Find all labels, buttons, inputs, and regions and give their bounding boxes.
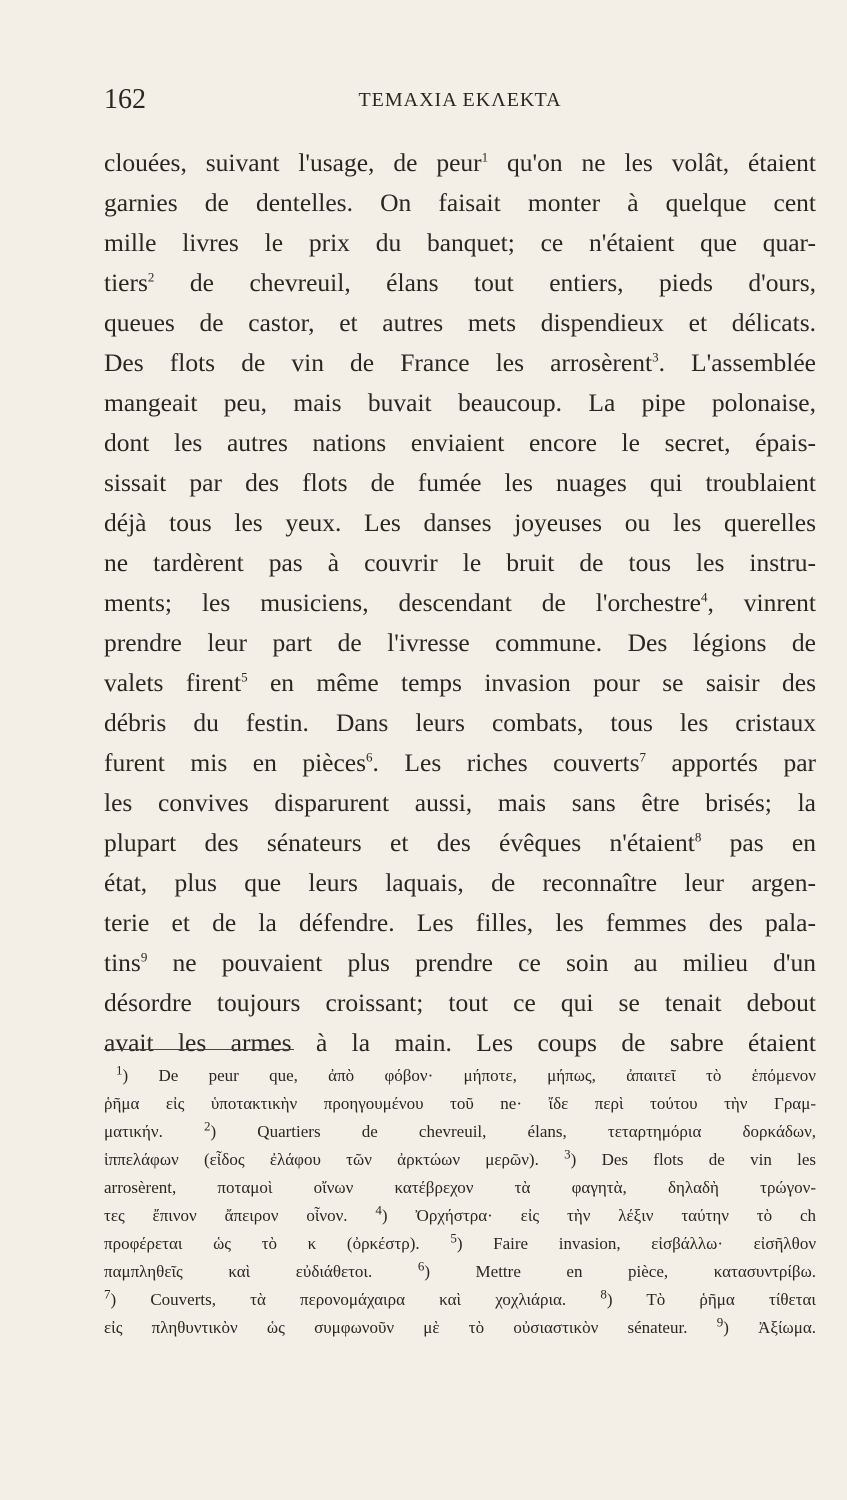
footnote-line — [104, 1146, 816, 1174]
footnote-marker: 4 — [375, 1202, 382, 1218]
footnote-marker: 9 — [716, 1314, 724, 1330]
page-number: 162 — [104, 84, 146, 115]
text-run: ) Des flots de vin les — [570, 1150, 816, 1169]
body-line — [104, 1023, 816, 1063]
footnote-line — [104, 1090, 816, 1118]
text-run: terie et de la défendre. Les filles, les femmes des pala- — [104, 908, 816, 937]
text-run: ῥῆμα εἰς ὑποτακτικὴν προηγουμένου τοῦ ne· ἴδε περὶ τούτου τὴν Γραμ- — [104, 1094, 816, 1113]
footnote-marker: 7 — [639, 749, 647, 765]
footnote-marker: 6 — [366, 749, 373, 765]
text-run: ) Ἀξίωμα. — [723, 1318, 816, 1337]
text-run: προφέρεται ὡς τὸ κ (ὀρκέστρ). — [104, 1234, 451, 1253]
body-line — [104, 823, 816, 863]
footnote-marker: 8 — [600, 1286, 607, 1302]
text-run: εἰς πληθυντικὸν ὡς συμφωνοῦν μὲ τὸ οὐσιαστικὸν sénateur. — [104, 1318, 717, 1337]
text-run: furent mis en pièces — [104, 748, 367, 777]
text-run: ) Faire invasion, εἰσβάλλω· εἰσῆλθον — [456, 1234, 817, 1253]
body-line — [104, 783, 816, 823]
footnote-marker: 9 — [140, 949, 148, 965]
text-run: ne tardèrent pas à couvrir le bruit de tous les instru- — [104, 548, 816, 577]
text-run: τες ἔπινον ἄπειρον οἶνον. — [104, 1206, 376, 1225]
text-run: pas en — [701, 828, 816, 857]
text-run: sissait par des flots de fumée les nuages qui troublaient — [104, 468, 816, 497]
body-line — [104, 263, 816, 303]
text-run: ματικήν. — [104, 1122, 204, 1141]
footnote-marker: 5 — [450, 1230, 457, 1246]
text-run: prendre leur part de l'ivresse commune. Des légions de — [104, 628, 816, 657]
page-header — [104, 82, 816, 118]
body-line — [104, 343, 816, 383]
body-line — [104, 223, 816, 263]
footnote-marker: 5 — [241, 669, 248, 685]
body-line — [104, 703, 816, 743]
text-run: ) Couverts, τὰ περονομάχαιρα καὶ χοχλιάρια. — [110, 1290, 601, 1309]
body-line — [104, 663, 816, 703]
text-run: παμπληθεῖς καὶ εὐδιάθετοι. — [104, 1262, 418, 1281]
body-line — [104, 943, 816, 983]
body-line — [104, 903, 816, 943]
footnote-line — [104, 1286, 816, 1314]
text-run: plupart des sénateurs et des évêques n'étaient — [104, 828, 695, 857]
text-run: ἱππελάφων (εἶδος ἐλάφου τῶν ἀρκτώων μερῶν). — [104, 1150, 565, 1169]
body-text — [104, 143, 816, 1063]
text-run: ) Ὀρχήστρα· εἰς τὴν λέξιν ταύτην τὸ ch — [381, 1206, 816, 1225]
footnote-line — [104, 1202, 816, 1230]
body-line — [104, 383, 816, 423]
footnote-marker: 7 — [104, 1286, 111, 1302]
text-run: arrosèrent, ποταμοὶ οἴνων κατέβρεχον τὰ φαγητὰ, δηλαδὴ τρώγον- — [104, 1178, 816, 1197]
text-run: avait les armes à la main. Les coups de sabre étaient — [104, 1028, 816, 1057]
footnote-line — [104, 1174, 816, 1202]
text-run: tiers — [104, 268, 148, 297]
text-run: apportés par — [646, 748, 817, 777]
text-run: mille livres le prix du banquet; ce n'étaient que quar- — [104, 228, 816, 257]
body-line — [104, 623, 816, 663]
text-run: Des flots de vin de France les arrosèrent — [104, 348, 653, 377]
text-run: état, plus que leurs laquais, de reconnaître leur argen- — [104, 868, 816, 897]
footnote-marker: 2 — [203, 1118, 211, 1134]
text-run: débris du festin. Dans leurs combats, tous les cristaux — [104, 708, 816, 737]
text-run: en même temps invasion pour se saisir des — [247, 668, 817, 697]
text-run: de chevreuil, élans tout entiers, pieds d'ours, — [154, 268, 816, 297]
footnote-line — [104, 1062, 816, 1090]
footnote-marker: 8 — [694, 829, 702, 845]
body-line — [104, 463, 816, 503]
text-run: mangeait peu, mais buvait beaucoup. La pipe polonaise, — [104, 388, 816, 417]
text-run: valets firent — [104, 668, 242, 697]
body-line — [104, 743, 816, 783]
text-run: ments; les musiciens, descendant de l'orchestre — [104, 588, 701, 617]
text-run: , vinrent — [707, 588, 816, 617]
text-run: clouées, suivant l'usage, de peur — [104, 148, 482, 177]
footnote-marker: 2 — [147, 269, 155, 285]
text-run: tins — [104, 948, 141, 977]
footnote-line — [104, 1118, 816, 1146]
text-run: ) De peur que, ἀπὸ φόβον· μήποτε, μήπως, ἀπαιτεῖ τὸ ἑπόμενον — [122, 1066, 816, 1085]
text-run: qu'on ne les volât, étaient — [488, 148, 816, 177]
footnote-marker: 1 — [481, 149, 489, 165]
body-line — [104, 543, 816, 583]
body-line — [104, 863, 816, 903]
text-run: ) Mettre en pièce, κατασυντρίβω. — [424, 1262, 817, 1281]
body-line — [104, 423, 816, 463]
text-run: dont les autres nations enviaient encore le secret, épais- — [104, 428, 816, 457]
text-run: . L'assemblée — [658, 348, 816, 377]
text-run: déjà tous les yeux. Les danses joyeuses ou les querelles — [104, 508, 816, 537]
text-run: désordre toujours croissant; tout ce qui se tenait debout — [104, 988, 816, 1017]
body-line — [104, 303, 816, 343]
body-line — [104, 143, 816, 183]
text-run: ) Τὸ ῥῆμα τίθεται — [606, 1290, 816, 1309]
text-run: ) Quartiers de chevreuil, élans, τεταρτημόρια δορκάδων, — [210, 1122, 816, 1141]
body-line — [104, 583, 816, 623]
text-run: . Les riches couverts — [372, 748, 640, 777]
text-run: les convives disparurent aussi, mais sans être brisés; la — [104, 788, 816, 817]
running-title: ΤΕΜΑΧΙΑ ΕΚΛΕΚΤΑ — [358, 89, 562, 111]
footnote-marker: 1 — [116, 1062, 123, 1078]
footnote-rule — [104, 1049, 294, 1050]
body-line — [104, 503, 816, 543]
footnotes — [104, 1062, 816, 1342]
text-run: queues de castor, et autres mets dispendieux et délicats. — [104, 308, 816, 337]
footnote-marker: 3 — [564, 1146, 571, 1162]
footnote-marker: 4 — [700, 589, 708, 605]
footnote-marker: 6 — [417, 1258, 425, 1274]
footnote-line — [104, 1258, 816, 1286]
body-line — [104, 983, 816, 1023]
body-line — [104, 183, 816, 223]
text-run: ne pouvaient plus prendre ce soin au milieu d'un — [147, 948, 816, 977]
footnote-marker: 3 — [652, 349, 659, 365]
footnote-line — [104, 1230, 816, 1258]
text-run: garnies de dentelles. On faisait monter à quelque cent — [104, 188, 816, 217]
footnote-line — [104, 1314, 816, 1342]
